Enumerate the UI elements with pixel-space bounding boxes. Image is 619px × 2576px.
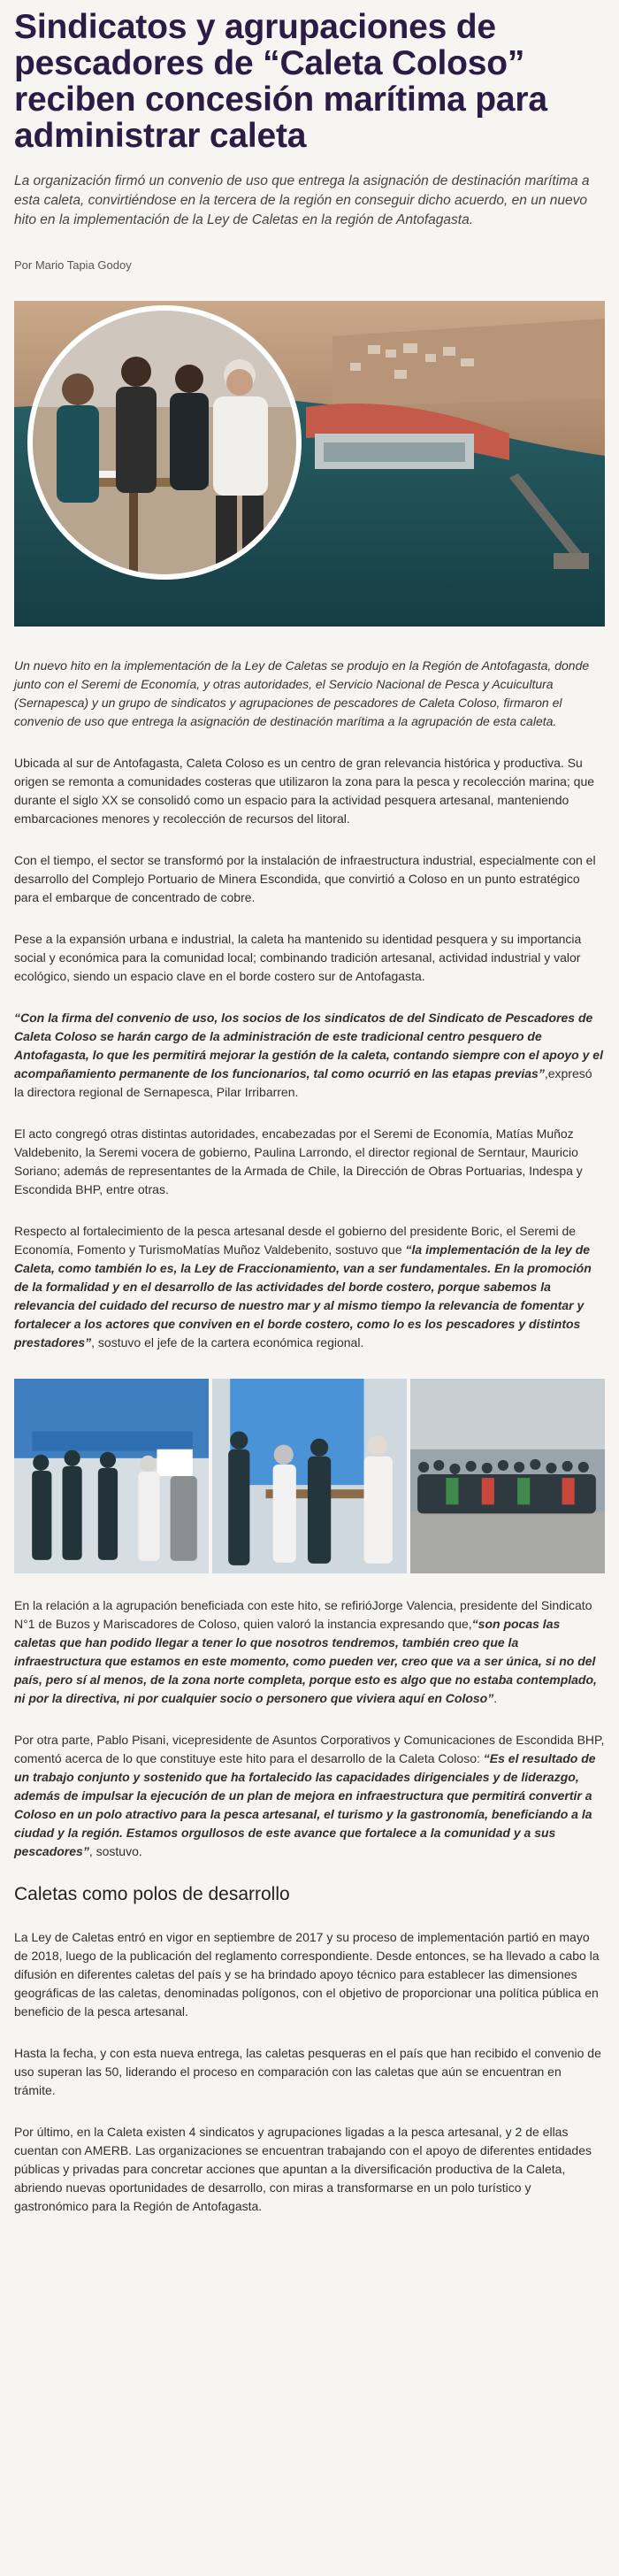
paragraph-9: La Ley de Caletas entró en vigor en septiembre de 2017 y su proceso de implementación partió en mayo de 2018, luego de la publicación del reglamento correspondiente. Desde entonces, se ha llevado a cabo la difusión en diferentes caletas del país y se ha brindado apoyo técnico para establecer las dimensiones geográficas de las caletas, denominadas polígonos, con el objetivo de proporcionar una política pública en beneficio de la pesca artesanal. [14, 1930, 600, 2019]
paragraph-1: Ubicada al sur de Antofagasta, Caleta Coloso es un centro de gran relevancia histórica y productiva. Su origen se remonta a comunidades costeras que utilizaron la zona para la pesca y recolección marina; que durante el siglo XX se consolidó como un espacio para la actividad pesquera artesanal, manteniendo embarcaciones menores y recolección de recursos del litoral. [14, 756, 595, 826]
quote-attribution: ,expresó la directora regional de Sernapesca, Pilar Irribarren. [14, 1066, 592, 1099]
quote-pisani: “Es el resultado de un trabajo conjunto y sostenido que ha fortalecido las capacidades dirigenciales y de liderazgo, además de impulsar la ejecución de un plan de mejora en infraestructura que permitirá convertir a Coloso en un polo atractivo para la pesca artesanal, el turismo y la gastronomía, beneficiando a la ciudad y la región. Estamos orgullosos de este avance que fortalece a la comunidad y a sus pescadores” [14, 1751, 596, 1858]
quote-sernapesca: “Con la firma del convenio de uso, los socios de los sindicatos de del Sindicato de Pescadores de Caleta Coloso se harán cargo de la administración de este tradicional centro pesquero de Antofagasta, lo que les permitirá mejorar la gestión de la caleta, contando siempre con el apoyo y el acompañamiento permanente de los funcionarios, tal como ocurrió en las etapas previas” [14, 1011, 603, 1080]
paragraph-5: El acto congregó otras distintas autoridades, encabezadas por el Seremi de Economía, Matías Muñoz Valdebenito, la Seremi vocera de gobierno, Paulina Larrondo, el director regional de Serntaur, Mauricio Soriano; además de representantes de la Armada de Chile, la Dirección de Obras Portuarias, Indespa y Escondida BHP, entre otras. [14, 1127, 583, 1196]
gallery-photo-1 [14, 1379, 209, 1573]
gallery-photo-2-illustration [212, 1379, 407, 1573]
gallery-photo-3 [410, 1379, 605, 1573]
paragraph-7 [14, 1596, 605, 1708]
paragraph-7-tail: . [493, 1691, 498, 1705]
paragraph-8 [14, 1731, 605, 1861]
hero-caption: Un nuevo hito en la implementación de la Ley de Caletas se produjo en la Región de Antofagasta, donde junto con el Seremi de Economía, y otras autoridades, el Servicio Nacional de Pesca y Acuicultura (Sernapesca) y un grupo de sindicatos y agrupaciones de pescadores de Caleta Coloso, firmaron el convenio de uso que entrega la asignación de destinación marítima a la agrupación de esta caleta. [14, 658, 590, 728]
paragraph-4 [14, 1009, 605, 1102]
quote-valencia: “son pocas las caletas que han podido llegar a tener lo que nosotros tendremos, también creo que la infraestructura que estamos en este momento, como pueden ver, creo que va a ser única, si no del país, pero sí al menos, de la zona norte completa, porque esto es algo que no estaba contemplado, ni por la directiva, ni por cualquier socio o personero que viviera aquí en Coloso” [14, 1617, 597, 1705]
paragraph-8-tail: , sostuvo. [88, 1844, 142, 1858]
photo-gallery [14, 1379, 605, 1573]
quote-seremi: “la implementación de la ley de Caleta, como también lo es, la Ley de Fraccionamiento, van a ser fundamentales. En la promoción de la formalidad y en el desarrollo de las actividades del borde costero, porque sabemos la relevancia del cuidado del recurso de nuestro mar y al mismo tiempo la relevancia de fomentar y fortalecer a los actores que conviven en el borde costero, como lo es los pescadores y distintos prestadores” [14, 1242, 592, 1350]
section-heading: Caletas como polos de desarrollo [14, 1884, 290, 1904]
gallery-photo-1-illustration [14, 1379, 209, 1573]
gallery-photo-2 [212, 1379, 407, 1573]
byline: Por Mario Tapia Godoy [14, 258, 132, 272]
paragraph-7-intro: En la relación a la agrupación beneficiada con este hito, se refirióJorge Valencia, presidente del Sindicato N°1 de Buzos y Mariscadores de Coloso, quien valoró la instancia expresando que, [14, 1598, 592, 1631]
paragraph-11: Por último, en la Caleta existen 4 sindicatos y agrupaciones ligadas a la pesca artesanal, y 2 de ellas cuentan con AMERB. Las organizaciones se encuentran trabajando con el apoyo de diferentes entidades públicas y privadas para concretar acciones que apuntan a la diversificación productiva de la Caleta, abriendo nuevas oportunidades de desarrollo, con miras a transformarse en un polo turístico y gastronómico para la Región de Antofagasta. [14, 2125, 592, 2213]
article-lead: La organización firmó un convenio de uso que entrega la asignación de destinación marítima a esta caleta, convirtiéndose en la tercera de la región en conseguir dicho acuerdo, en un nuevo hito en la implementación de la Ley de Caletas en la región de Antofagasta. [14, 173, 590, 227]
hero-image [14, 301, 605, 627]
paragraph-2: Con el tiempo, el sector se transformó por la instalación de infraestructura industrial, especialmente con el desarrollo del Complejo Portuario de Minera Escondida, que convirtió a Coloso en un punto estratégico para el embarque de concentrado de cobre. [14, 853, 596, 904]
article-title: Sindicatos y agrupaciones de pescadores de “Caleta Coloso” reciben concesión marítima para administrar caleta [14, 8, 547, 155]
paragraph-3: Pese a la expansión urbana e industrial, la caleta ha mantenido su identidad pesquera y su importancia social y económica para la comunidad local; combinando tradición artesanal, actividad industrial y valor ecológico, siendo un espacio clave en el borde costero sur de Antofagasta. [14, 932, 582, 983]
paragraph-8-intro: Por otra parte, Pablo Pisani, vicepresidente de Asuntos Corporativos y Comunicaciones de Escondida BHP, comentó acerca de lo que constituye este hito para el desarrollo de la Caleta Coloso: [14, 1733, 605, 1765]
paragraph-6-tail: , sostuvo el jefe de la cartera económica regional. [91, 1335, 364, 1350]
gallery-photo-3-illustration [410, 1379, 605, 1573]
paragraph-6 [14, 1222, 605, 1352]
paragraph-10: Hasta la fecha, y con esta nueva entrega, las caletas pesqueras en el país que han recibido el convenio de uso superan las 50, liderando el proceso en comparación con las caletas que aún se encuentran en trámite. [14, 2046, 601, 2097]
hero-photo-illustration [14, 301, 605, 627]
paragraph-6-intro: Respecto al fortalecimiento de la pesca artesanal desde el gobierno del presidente Boric, el Seremi de Economía, Fomento y TurismoMatías Muñoz Valdebenito, sostuvo que [14, 1224, 577, 1257]
